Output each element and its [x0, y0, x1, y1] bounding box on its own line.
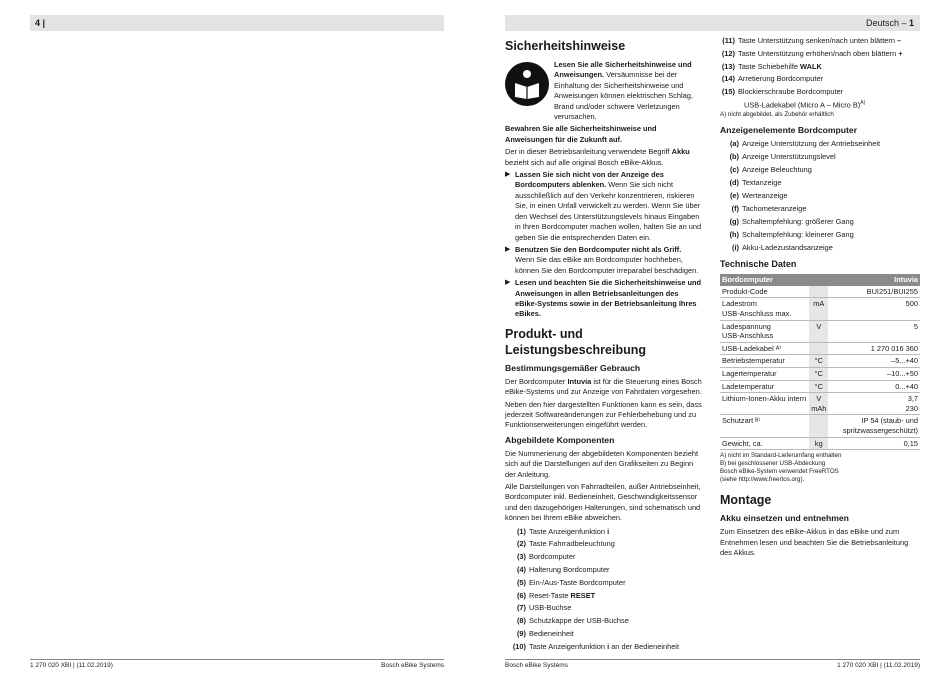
display-item	[720, 139, 920, 149]
tech-value: 5	[828, 320, 920, 342]
tech-table	[720, 274, 920, 450]
language-label: Deutsch –	[865, 18, 909, 28]
montage-title: Montage	[720, 493, 772, 508]
tech-label: Lithium-Ionen-Akku intern	[720, 393, 809, 415]
components-intro: Die Nummerierung der abgebildeten Komponenten bezieht sich auf die Darstellungen auf den Grafikseiten zu Beginn der Anleitung.	[505, 448, 699, 479]
component-number: (10)	[512, 641, 526, 651]
right-page-number: 1	[908, 18, 914, 28]
component-number: (6)	[516, 590, 526, 600]
component-label: Arretierung Bordcomputer	[738, 74, 824, 84]
tech-head-value: Intuvia	[828, 274, 920, 286]
footnote-a: A) nicht abgebildet, als Zubehör erhältlich	[720, 110, 834, 118]
components-note: Alle Darstellungen von Fahrradteilen, außer Antriebseinheit, Bordcomputer inkl. Bedieneinheit, Geschwindigkeitssensor und den dazugehörigen Halterungen, sind schematisch und können bei Ihrem eBike abweichen.	[505, 482, 701, 523]
right-page-header	[505, 15, 920, 31]
display-item-label: Textanzeige	[742, 177, 782, 187]
tech-label: Ladetemperatur	[720, 380, 809, 393]
tech-value: 0...+40	[828, 380, 920, 393]
tech-label: Produkt-Code	[720, 286, 809, 298]
bullet-arrow-icon: ▶	[505, 245, 511, 253]
display-item	[720, 165, 920, 175]
tech-value: –5...+40	[828, 355, 920, 368]
component-number: (15)	[721, 87, 735, 97]
component-number: (12)	[721, 48, 735, 58]
display-item-label: Akku-Ladezustandsanzeige	[742, 242, 833, 252]
tech-row	[720, 286, 920, 298]
safety-bullet: ▶ Lesen und beachten Sie die Sicherheitshinweise und Anweisungen in allen Betriebsanleitungen des eBike-Systems sowie in der Betriebsanleitung Ihres eBikes.	[505, 278, 702, 319]
display-item-letter: (h)	[729, 229, 739, 239]
display-item-letter: (g)	[729, 216, 739, 226]
tech-label: Gewicht, ca.	[720, 437, 809, 450]
bullet-arrow-icon: ▶	[505, 171, 511, 179]
display-item-label: Anzeige Unterstützungslevel	[742, 151, 836, 161]
display-item	[720, 243, 920, 253]
component-item	[505, 527, 702, 537]
product-title: Produkt- und Leistungsbeschreibung	[505, 326, 646, 357]
component-label: Halterung Bordcomputer	[529, 565, 610, 575]
component-item	[505, 565, 702, 575]
component-number: (14)	[721, 74, 735, 84]
tech-head-label: Bordcomputer	[720, 274, 828, 286]
component-label: Reset-Taste RESET	[529, 590, 596, 600]
component-number: (13)	[721, 61, 735, 71]
usb-cable-item: USB-Ladekabel (Micro A – Micro B)$^{A)}$	[744, 99, 866, 110]
tech-value: IP 54 (staub- und spritzwassergeschützt)	[828, 415, 920, 437]
safety-bullet: ▶ Benutzen Sie den Bordcomputer nicht als Griff. Wenn Sie das eBike am Bordcomputer hochheben, können Sie den Bordcomputer irreparabel beschädigen.	[505, 244, 699, 275]
component-label: Taste Fahrradbeleuchtung	[529, 539, 615, 549]
tech-unit	[809, 286, 828, 298]
left-page-footer	[30, 659, 444, 671]
display-item	[720, 152, 920, 162]
tech-unit: °C	[809, 380, 828, 393]
component-label: USB-Buchse	[529, 603, 572, 613]
right-page-column-1	[505, 36, 702, 655]
tech-value: 500	[828, 298, 920, 320]
component-item	[505, 616, 702, 626]
tech-value: 0,15	[828, 437, 920, 450]
component-number: (3)	[516, 552, 526, 562]
battery-install-title: Akku einsetzen und entnehmen	[720, 513, 849, 524]
tech-row	[720, 342, 920, 355]
doc-number: 1 270 020 XBI | (11.02.2019)	[837, 662, 920, 669]
safety-warning-text	[554, 60, 702, 122]
component-list	[505, 527, 702, 653]
display-item	[720, 204, 920, 214]
tech-unit: °C	[809, 355, 828, 368]
tech-row	[720, 368, 920, 381]
display-item-letter: (f)	[731, 203, 739, 213]
display-item-letter: (d)	[729, 177, 739, 187]
display-item-label: Schaltempfehlung: kleinerer Gang	[742, 229, 854, 239]
component-label: Bedieneinheit	[529, 629, 574, 638]
freertos-link[interactable]: (siehe http://www.freertos.org).	[720, 476, 805, 484]
tech-row	[720, 415, 920, 437]
bullet-arrow-icon: ▶	[505, 279, 511, 287]
left-page-header	[30, 15, 444, 31]
component-label: Taste Unterstützung erhöhen/nach oben blättern +	[738, 48, 903, 58]
display-item	[720, 191, 920, 201]
tech-row	[720, 355, 920, 368]
tech-unit: V	[809, 320, 828, 342]
tech-unit	[809, 415, 828, 437]
tech-footnote-b: B) bei geschlossener USB-Abdeckung	[720, 460, 826, 468]
tech-label: Lagertemperatur	[720, 368, 809, 381]
display-item-letter: (b)	[729, 151, 739, 161]
component-item	[714, 87, 920, 97]
component-number: (2)	[516, 539, 526, 549]
tech-unit: °C	[809, 368, 828, 381]
left-page-number: 4 |	[35, 18, 46, 28]
tech-label: USB-Ladekabel ᴬ⁾	[720, 342, 809, 355]
tech-unit: mA	[809, 298, 828, 320]
component-label: Taste Anzeigenfunktion i	[529, 526, 610, 536]
software-note: Neben den hier dargestellten Funktionen kann es sein, dass jederzeit Softwareänderungen zur Fehlerbehebung und zu Funktionserweiterungen eingeführt werden.	[505, 399, 702, 430]
safety-bullet: ▶ Lassen Sie sich nicht von der Anzeige des Bordcomputers ablenken. Wenn Sie sich nicht ausschließlich auf den Verkehr konzentrieren, riskieren Sie, in einen Unfall verwickelt zu werden. Wenn Sie über den Wechsel des Unterstützungslevels hinaus Eingaben in Ihren Bordcomputer machen wollen, halten Sie an und geben Sie die entsprechenden Daten ein.	[505, 170, 702, 242]
component-label: Schutzkappe der USB-Buchse	[529, 616, 629, 626]
display-item	[720, 230, 920, 240]
display-item-label: Anzeige Beleuchtung	[742, 164, 812, 174]
component-item	[714, 36, 920, 46]
component-number: (1)	[516, 526, 526, 536]
component-item	[505, 642, 702, 652]
component-item	[505, 629, 702, 639]
component-item	[505, 591, 702, 601]
component-item	[505, 578, 702, 588]
tech-title: Technische Daten	[720, 259, 797, 270]
tech-label: Ladespannung USB-Anschluss	[720, 320, 809, 342]
tech-value: BUI251/BUI255	[828, 286, 920, 298]
display-item-label: Tachometeranzeige	[742, 203, 807, 213]
display-item-label: Schaltempfehlung: größerer Gang	[742, 216, 854, 226]
component-label: Taste Unterstützung senken/nach unten blättern –	[738, 36, 902, 45]
tech-unit: V mAh	[809, 393, 828, 415]
component-number: (4)	[516, 565, 526, 575]
display-item	[720, 217, 920, 227]
component-label: Blockierschraube Bordcomputer	[738, 87, 844, 97]
component-item	[505, 552, 702, 562]
tech-row	[720, 437, 920, 450]
keep-instructions: Bewahren Sie alle Sicherheitshinweise und Anweisungen für die Zukunft auf.	[505, 124, 657, 144]
component-label: Bordcomputer	[529, 552, 576, 562]
component-item	[505, 603, 702, 613]
component-label: Ein-/Aus-Taste Bordcomputer	[529, 577, 626, 587]
component-item	[714, 74, 920, 84]
display-item-letter: (e)	[729, 190, 739, 200]
component-label: Taste Schiebehilfe WALK	[738, 61, 822, 71]
brand-name: Bosch eBike Systems	[505, 662, 568, 669]
component-number: (9)	[516, 629, 526, 638]
doc-number: 1 270 020 XBI | (11.02.2019)	[30, 662, 113, 669]
component-item	[714, 62, 920, 72]
battery-install-text: Zum Einsetzen des eBike-Akkus in das eBike und zum Entnehmen lesen und beachten Sie die Betriebsanleitung des Akkus.	[720, 527, 909, 557]
right-page-footer	[505, 659, 920, 671]
component-item	[714, 49, 920, 59]
display-item-label: Anzeige Unterstützung der Antriebseinheit	[742, 138, 881, 148]
component-label: Taste Anzeigenfunktion i an der Bedieneinheit	[529, 641, 679, 651]
akku-definition: Der in dieser Betriebsanleitung verwendete Begriff Akku bezieht sich auf alle original Bosch eBike-Akkus.	[505, 147, 690, 167]
intended-use-title: Bestimmungsgemäßer Gebrauch	[505, 362, 641, 373]
tech-row	[720, 380, 920, 393]
tech-row	[720, 298, 920, 320]
component-item	[505, 539, 702, 549]
tech-label: Ladestrom USB-Anschluss max.	[720, 298, 809, 320]
read-manual-icon	[505, 62, 549, 106]
display-item	[720, 178, 920, 188]
components-title: Abgebildete Komponenten	[505, 434, 615, 445]
brand-name: Bosch eBike Systems	[381, 662, 444, 669]
component-number: (5)	[516, 577, 526, 587]
tech-label: Betriebstemperatur	[720, 355, 809, 368]
display-title: Anzeigenelemente Bordcomputer	[720, 124, 858, 135]
component-number: (11)	[722, 36, 735, 45]
component-number: (7)	[516, 603, 526, 613]
tech-value: –10...+50	[828, 368, 920, 381]
safety-title: Sicherheitshinweise	[505, 39, 626, 53]
display-item-letter: (i)	[732, 242, 739, 252]
tech-value: 1 270 016 360	[828, 342, 920, 355]
tech-row	[720, 320, 920, 342]
component-number: (8)	[516, 616, 526, 626]
right-page-column-2	[720, 36, 920, 560]
safety-warning-block	[505, 60, 702, 122]
safety-warning-body: Versäumnisse bei der Einhaltung der Sicherheitshinweise und Anweisungen können elektrischen Schlag, Brand und/oder schwere Verletzungen verursachen.	[554, 70, 693, 122]
display-item-letter: (c)	[729, 164, 739, 174]
freertos-note: Bosch eBike-System verwendet FreeRTOS	[720, 468, 839, 476]
tech-unit	[809, 342, 828, 355]
display-list	[720, 139, 920, 253]
tech-footnote-a: A) nicht im Standard-Lieferumfang enthalten	[720, 452, 842, 460]
tech-row	[720, 393, 920, 415]
safety-warning-bold: Lesen Sie alle Sicherheitshinweise und Anweisungen.	[554, 60, 692, 80]
tech-value: 3,7 230	[828, 393, 920, 415]
tech-unit: kg	[809, 437, 828, 450]
intended-use-text: Der Bordcomputer Intuvia ist für die Steuerung eines Bosch eBike-Systems und zur Anzeige von Fahrdaten vorgesehen.	[505, 376, 702, 397]
component-list-continued	[714, 36, 920, 98]
tech-label: Schutzart ᴮ⁾	[720, 415, 809, 437]
display-item-label: Werteanzeige	[742, 190, 788, 200]
display-item-letter: (a)	[729, 138, 739, 148]
